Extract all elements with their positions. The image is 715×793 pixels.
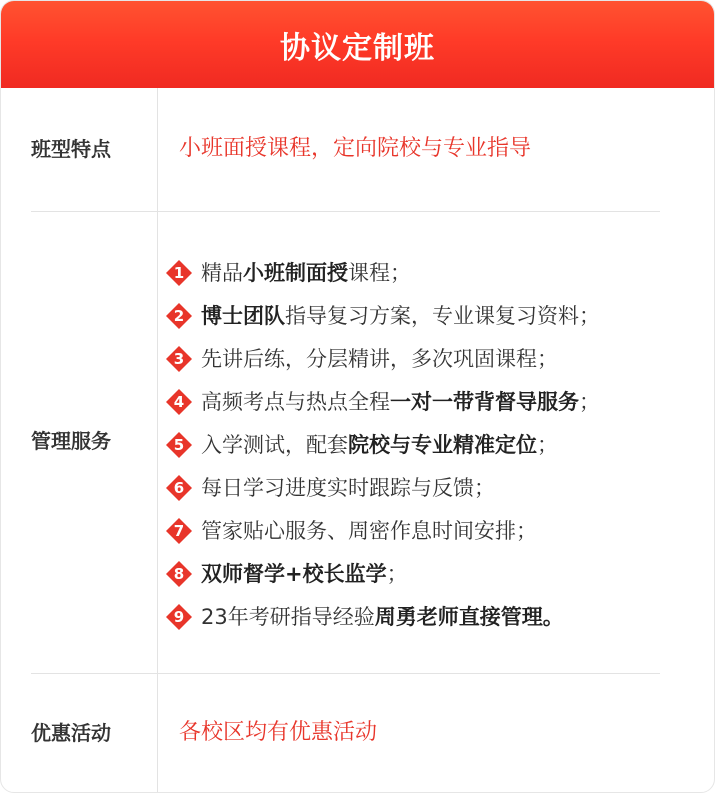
service-number: 5 bbox=[173, 435, 185, 454]
service-text bbox=[201, 302, 600, 330]
service-text-emphasis: 博士团队 bbox=[201, 303, 285, 328]
red-diamond-number-icon bbox=[165, 259, 193, 287]
service-text bbox=[201, 603, 564, 631]
column-divider bbox=[157, 88, 158, 792]
red-diamond-number-icon bbox=[165, 560, 193, 588]
service-text-segment: 指导复习方案，专业课复习资料； bbox=[285, 303, 600, 328]
service-text-segment: 管家贴心服务、周密作息时间安排； bbox=[201, 518, 537, 543]
service-number: 6 bbox=[173, 478, 185, 497]
service-item bbox=[165, 294, 600, 337]
service-text-segment: 入学测试，配套 bbox=[201, 432, 348, 457]
service-text bbox=[201, 474, 495, 502]
row-value-promo: 各校区均有优惠活动 bbox=[179, 720, 378, 745]
service-text-emphasis: 双师督学+校长监学 bbox=[201, 561, 387, 586]
service-text bbox=[201, 345, 558, 373]
service-item bbox=[165, 380, 600, 423]
service-number: 4 bbox=[173, 392, 185, 411]
service-number: 2 bbox=[173, 306, 185, 325]
service-text-segment: 精品 bbox=[201, 260, 243, 285]
service-text-segment: 每日学习进度实时跟踪与反馈； bbox=[201, 475, 495, 500]
service-text-segment: 课程； bbox=[348, 260, 411, 285]
service-item bbox=[165, 337, 600, 380]
service-text-segment: ； bbox=[386, 561, 408, 586]
service-item bbox=[165, 552, 600, 595]
service-text bbox=[201, 259, 411, 287]
red-diamond-number-icon bbox=[165, 388, 193, 416]
row-value-type: 小班面授课程，定向院校与专业指导 bbox=[179, 136, 532, 161]
row-label-type: 班型特点 bbox=[31, 137, 111, 161]
red-diamond-number-icon bbox=[165, 345, 193, 373]
service-item bbox=[165, 466, 600, 509]
red-diamond-number-icon bbox=[165, 474, 193, 502]
service-text bbox=[201, 388, 600, 416]
red-diamond-number-icon bbox=[165, 302, 193, 330]
row-divider-2 bbox=[31, 673, 660, 674]
card-header bbox=[1, 1, 714, 88]
red-diamond-number-icon bbox=[165, 517, 193, 545]
service-number: 3 bbox=[173, 349, 185, 368]
service-text bbox=[201, 517, 537, 545]
service-item bbox=[165, 423, 600, 466]
service-number: 1 bbox=[173, 263, 185, 282]
service-number: 7 bbox=[173, 521, 185, 540]
service-number: 8 bbox=[173, 564, 185, 583]
row-divider-1 bbox=[31, 211, 660, 212]
service-item bbox=[165, 595, 600, 638]
service-number: 9 bbox=[173, 607, 185, 626]
service-text-segment: ； bbox=[537, 432, 558, 457]
service-item bbox=[165, 251, 600, 294]
page-title: 协议定制班 bbox=[280, 30, 435, 66]
service-text-segment: 23年考研指导经验 bbox=[201, 604, 375, 629]
service-text-segment: 高频考点与热点全程 bbox=[201, 389, 390, 414]
service-text-emphasis: 小班制面授 bbox=[243, 260, 348, 285]
service-text-segment: 先讲后练，分层精讲，多次巩固课程； bbox=[201, 346, 558, 371]
service-item bbox=[165, 509, 600, 552]
service-text-emphasis: 院校与专业精准定位 bbox=[348, 432, 537, 457]
services-list bbox=[165, 251, 600, 638]
red-diamond-number-icon bbox=[165, 431, 193, 459]
service-text-emphasis: 一对一带背督导服务 bbox=[390, 389, 579, 414]
row-label-services: 管理服务 bbox=[31, 429, 111, 453]
service-text-segment: ； bbox=[579, 389, 600, 414]
service-text bbox=[201, 431, 558, 459]
service-text-emphasis: 周勇老师直接管理。 bbox=[374, 604, 564, 629]
row-label-promo: 优惠活动 bbox=[31, 721, 111, 745]
red-diamond-number-icon bbox=[165, 603, 193, 631]
service-text bbox=[201, 560, 408, 588]
